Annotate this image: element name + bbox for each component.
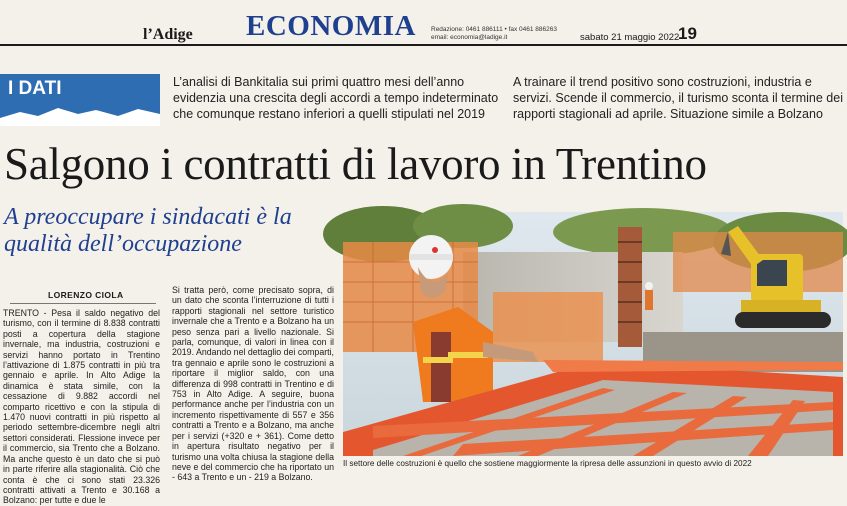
body-column-1: TRENTO - Pesa il saldo negativo del turismo, con il termine di 8.838 contratti posti a copertura della stagione invernale, ma industria, costruzioni e servizi hanno portato in Trentino l’attivazione di 1.875 contratti in più tra gennaio e aprile. In Alto Adige la dinamica è stata simile, con la cessazione di 9.882 accordi nel comparto ricettivo e con la stipula di 1.470 nuovi contratti in più rispetto al periodo settembre-dicembre negli altri settori considerati. Flessione invece per il commercio, sia Trento che a Bolzano. Ma anche questo è un dato che si può in parte riferire alla stagionalità. Ciò che conta è che ci sono stati 23.326 contratti attivati a Trento e 30.168 a Bolzano: per tutte e due le (3, 308, 160, 506)
byline: LORENZO CIOLA (48, 290, 124, 300)
mountain-wave-graphic (0, 104, 160, 126)
construction-site-image (343, 212, 843, 456)
summary-left: L’analisi di Bankitalia sui primi quattro mesi dell’anno evidenzia una crescita degli accordi a tempo indeterminato che comunque restano inferiori a quelli stipulati nel 2019 (173, 75, 499, 121)
data-label-text: I DATI (8, 78, 62, 99)
contact-phone: Redazione: 0461 886111 • fax 0461 886263 (431, 26, 558, 33)
page-number: 19 (678, 24, 697, 43)
byline-divider (10, 303, 156, 304)
masthead-divider (0, 44, 847, 46)
data-label-box (0, 74, 160, 126)
issue-date: sabato 21 maggio 2022 (580, 32, 680, 43)
section-title: ECONOMIA (246, 10, 416, 42)
construction-photo (343, 212, 843, 456)
newspaper-logo: l’Adige (143, 26, 193, 43)
photo-caption: Il settore delle costruzioni è quello che sostiene maggiormente la ripresa delle assunzioni in questo avvio di 2022 (343, 459, 752, 468)
contact-email: email: economia@ladige.it (431, 33, 508, 41)
subheadline: A preoccupare i sindacati è la qualità dell’occupazione (4, 204, 292, 257)
contact-info (431, 26, 557, 41)
headline: Salgono i contratti di lavoro in Trentino (4, 139, 707, 189)
body-column-2: Si tratta però, come precisato sopra, di un dato che sconta l’interruzione di tutti i rapporti stagionali nel settore turistico invernale che a Trento e a Bolzano ha un peso senza pari a livello nazionale. Si parla, comunque, di valori in linea con il 2019. Andando nel dettaglio dei comparti, tra gennaio e aprile sono le costruzioni a riportare il miglior saldo, con una differenza di 998 contratti in Trentino e di 753 in Alto Adige. A seguire, buona performance anche per l’industria con un incremento rispettivamente di 557 e 356 contratti a Trento e a Bolzano, ma anche per i servizi (+320 e + 361). Come detto in apertura risultato negativo per il turismo una volta chiusa la stagione della neve e del commercio che ha riportato un - 643 a Trento e un - 219 a Bolzano. (172, 285, 334, 483)
summary-right: A trainare il trend positivo sono costruzioni, industria e servizi. Scende il commercio, il turismo sconta il termine dei rapporti stagionali ad aprile. Situazione simile a Bolzano (513, 75, 843, 121)
